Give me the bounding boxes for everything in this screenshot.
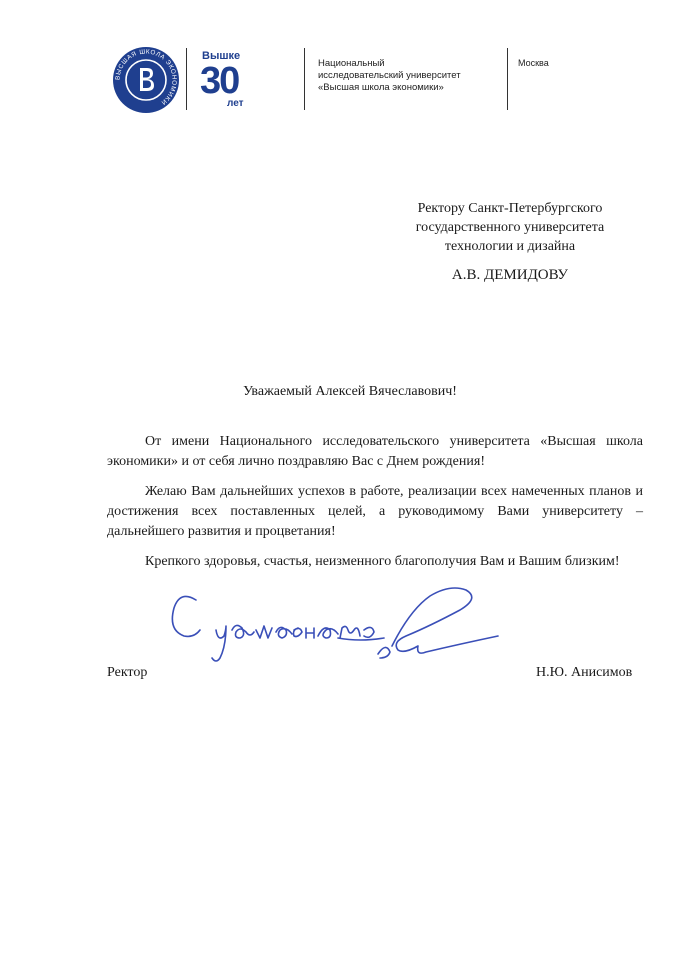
letterhead-divider <box>507 48 508 110</box>
logo-ring-text: ВЫСШАЯ ШКОЛА ЭКОНОМИКИ <box>114 48 178 107</box>
letterhead-divider <box>304 48 305 110</box>
university-line: исследовательский университет <box>318 70 461 81</box>
letter-body <box>107 432 643 582</box>
anniversary-unit: лет <box>227 98 244 109</box>
signer-name: Н.Ю. Анисимов <box>536 665 633 680</box>
city: Москва <box>518 58 549 68</box>
addressee-block <box>380 199 640 285</box>
paragraph: От имени Национального исследовательского университета «Высшая школа экономики» и от себя лично поздравляю Вас с Днем рождения! <box>107 434 643 469</box>
university-line: «Высшая школа экономики» <box>318 82 444 93</box>
hse-logo <box>112 46 180 114</box>
addressee-name: А.В. ДЕМИДОВУ <box>451 267 569 283</box>
anniversary-word: Вышке <box>202 50 241 62</box>
university-line: Национальный <box>318 58 385 69</box>
greeting: Уважаемый Алексей Вячеславович! <box>243 384 457 399</box>
handwritten-signature <box>160 580 500 680</box>
anniversary-number: 30 <box>200 60 239 102</box>
paragraph: Желаю Вам дальнейших успехов в работе, реализации всех намеченных планов и достижения всех поставленных целей, а руководимому Вами университету – дальнейшего развития и процветания! <box>107 484 643 539</box>
signer-role: Ректор <box>107 665 148 680</box>
addressee-line: Ректору Санкт-Петербургского <box>417 201 603 216</box>
addressee-line: технологии и дизайна <box>444 239 576 254</box>
paragraph: Крепкого здоровья, счастья, неизменного благополучия Вам и Вашим близким! <box>145 554 620 569</box>
addressee-line: государственного университета <box>415 220 605 235</box>
anniversary-badge <box>198 50 258 112</box>
letterhead-divider <box>186 48 187 110</box>
university-name <box>318 58 498 94</box>
